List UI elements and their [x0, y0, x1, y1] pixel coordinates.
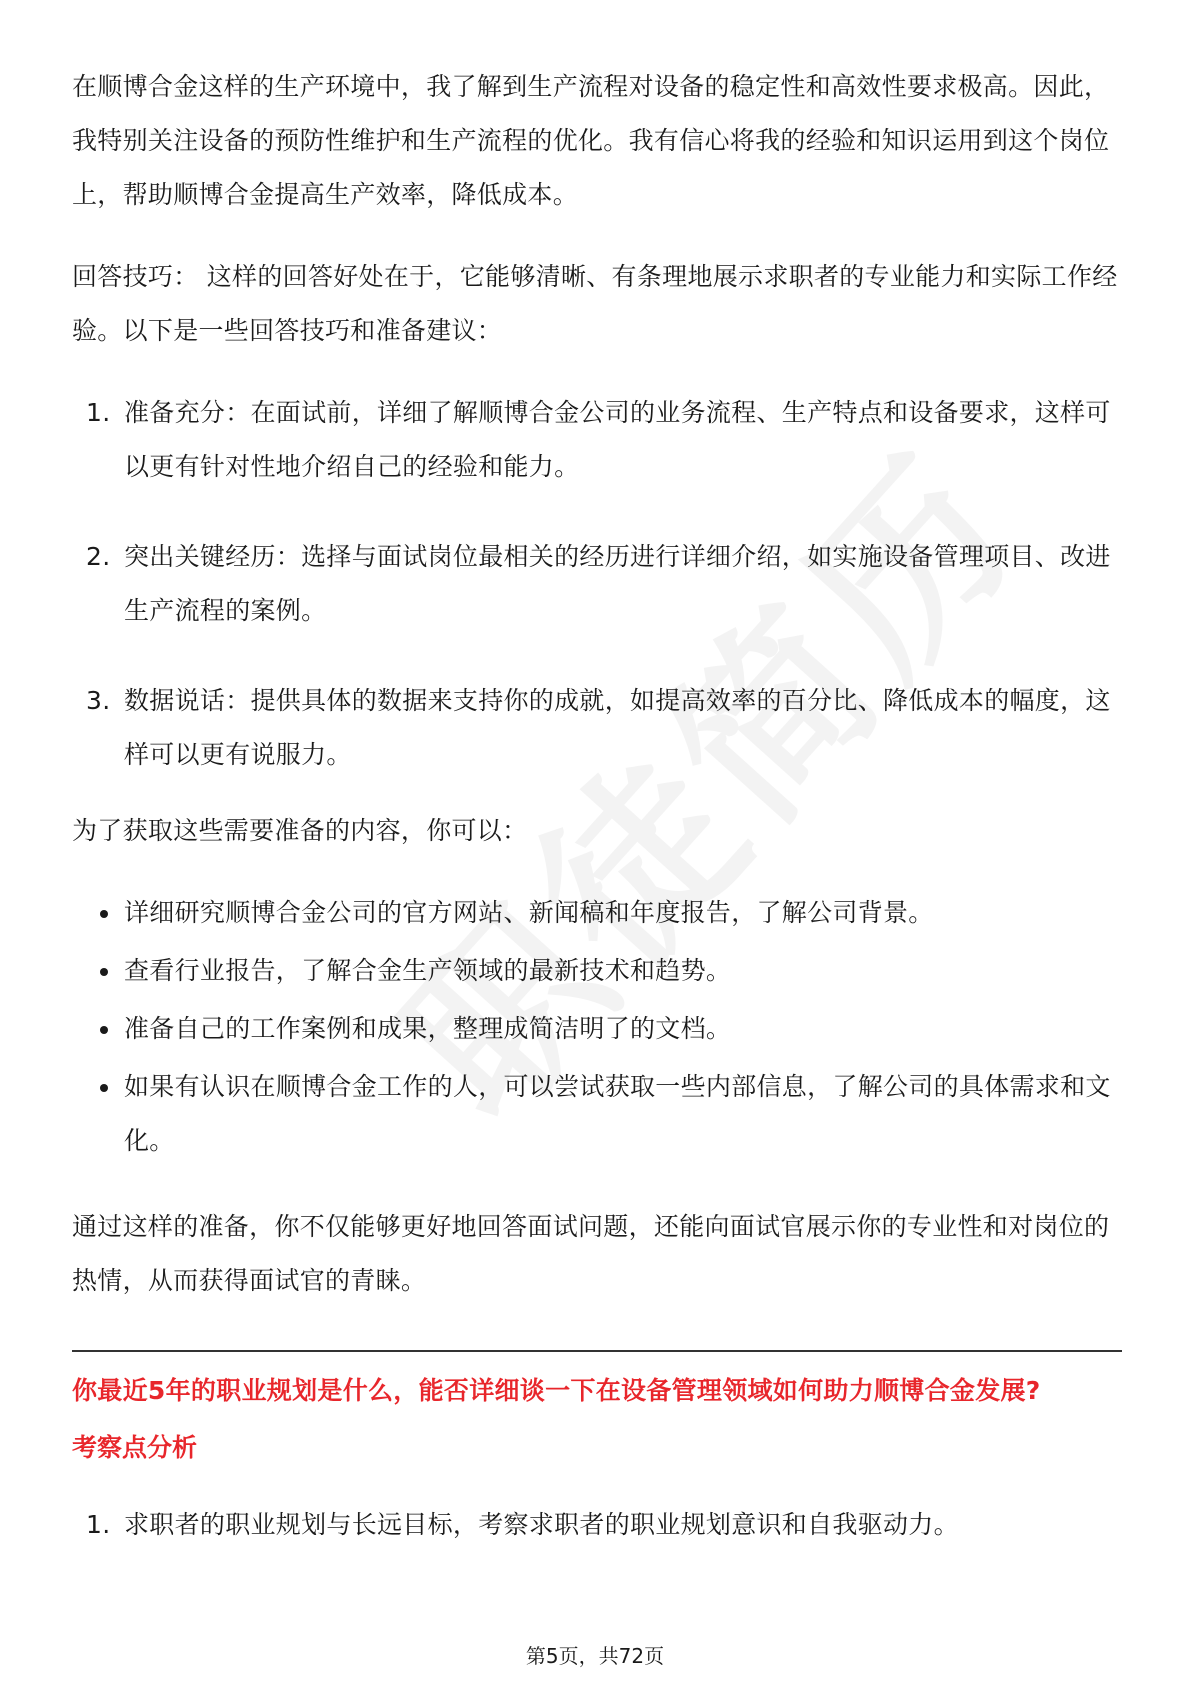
analysis-list	[72, 1498, 1122, 1552]
bullet-icon	[100, 968, 108, 976]
list-item-text: 突出关键经历：选择与面试岗位最相关的经历进行详细介绍，如实施设备管理项目、改进生产流程的案例。	[124, 542, 1111, 625]
analysis-heading: 考察点分析	[72, 1433, 198, 1462]
page-footer: 第5页，共72页	[525, 1644, 665, 1668]
closing-paragraph: 通过这样的准备，你不仅能够更好地回答面试问题，还能向面试官展示你的专业性和对岗位的热情，从而获得面试官的青睐。	[72, 1212, 1110, 1295]
list-item	[72, 944, 1122, 998]
list-item	[72, 1060, 1122, 1168]
list-item	[72, 1002, 1122, 1056]
list-item-text: 准备充分：在面试前，详细了解顺博合金公司的业务流程、生产特点和设备要求，这样可以更有针对性地介绍自己的经验和能力。	[124, 398, 1111, 481]
intro-paragraph: 在顺博合金这样的生产环境中，我了解到生产流程对设备的稳定性和高效性要求极高。因此，我特别关注设备的预防性维护和生产流程的优化。我有信心将我的经验和知识运用到这个岗位上，帮助顺博合金提高生产效率，降低成本。	[72, 72, 1110, 209]
document-page	[72, 60, 1122, 1552]
list-number: 1.	[86, 398, 111, 427]
list-item-text: 如果有认识在顺博合金工作的人，可以尝试获取一些内部信息，了解公司的具体需求和文化。	[124, 1072, 1111, 1155]
question-heading: 你最近5年的职业规划是什么，能否详细谈一下在设备管理领域如何助力顺博合金发展?	[72, 1376, 1041, 1405]
bullet-icon	[100, 910, 108, 918]
list-item-text: 查看行业报告，了解合金生产领域的最新技术和趋势。	[124, 956, 732, 985]
list-item	[72, 1498, 1122, 1552]
list-number: 1.	[86, 1510, 111, 1539]
list-number: 2.	[86, 542, 111, 571]
list-item-text: 数据说话：提供具体的数据来支持你的成就，如提高效率的百分比、降低成本的幅度，这样可以更有说服力。	[124, 686, 1111, 769]
tips-paragraph: 回答技巧： 这样的回答好处在于，它能够清晰、有条理地展示求职者的专业能力和实际工作经验。以下是一些回答技巧和准备建议：	[72, 262, 1118, 345]
bullet-icon	[100, 1026, 108, 1034]
list-item	[72, 886, 1122, 940]
list-item-text: 准备自己的工作案例和成果，整理成简洁明了的文档。	[124, 1014, 732, 1043]
list-item	[72, 674, 1122, 782]
prep-list	[72, 886, 1122, 1168]
bullet-icon	[100, 1084, 108, 1092]
prep-heading: 为了获取这些需要准备的内容，你可以：	[72, 816, 528, 845]
list-item	[72, 530, 1122, 638]
list-item-text: 详细研究顺博合金公司的官方网站、新闻稿和年度报告，了解公司背景。	[124, 898, 934, 927]
tips-list	[72, 386, 1122, 782]
list-item-text: 求职者的职业规划与长远目标，考察求职者的职业规划意识和自我驱动力。	[124, 1510, 959, 1539]
list-item	[72, 386, 1122, 494]
list-number: 3.	[86, 686, 111, 715]
